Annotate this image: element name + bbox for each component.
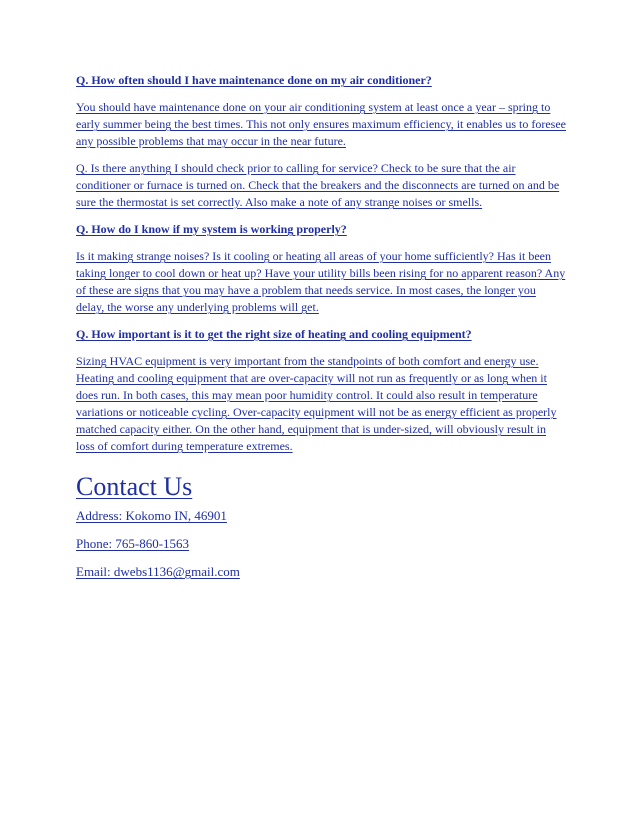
faq-answer-link[interactable]: Sizing HVAC equipment is very important from the standpoints of both comfort and energy use. Heating and cooling equipment that are over-capacity will not run as frequently or as long when it does run. In both cases, this may mean poor humidity control. It could also result in temperature variations or noticeable cycling. Over-capacity equipment will not be as energy efficient as properly matched capacity either. On the other hand, equipment that is under-sized, will obviously result in loss of comfort during temperature extremes. (76, 354, 557, 453)
faq-item-system-working (76, 221, 566, 316)
document-page (76, 72, 566, 581)
faq-answer-link[interactable]: Is it making strange noises? Is it cooling or heating all areas of your home sufficiently? Has it been taking longer to cool down or heat up? Have your utility bills been rising for no apparent reason? Any of these are signs that you may have a problem that needs service. In most cases, the longer you delay, the worse any underlying problems will get. (76, 249, 566, 314)
faq-item-check-before-service (76, 160, 566, 211)
contact-email-link[interactable]: Email: dwebs1136@gmail.com (76, 564, 240, 579)
faq-answer-link[interactable]: You should have maintenance done on your air conditioning system at least once a year – spring to early summer being the best times. This not only ensures maximum efficiency, it enables us to foresee any possible problems that may occur in the near future. (76, 100, 566, 148)
faq-question-link[interactable]: Q. How often should I have maintenance done on my air conditioner? (76, 73, 432, 87)
faq-question-link[interactable]: Q. How do I know if my system is working properly? (76, 222, 347, 236)
faq-item-maintenance (76, 72, 566, 150)
faq-item-equipment-size (76, 326, 566, 455)
faq-question-link[interactable]: Q. Is there anything I should check prior to calling for service? Check to be sure that the air conditioner or furnace is turned on. Check that the breakers and the disconnects are turned on and be sure the thermostat is set correctly. Also make a note of any strange noises or smells. (76, 161, 560, 209)
contact-heading-link[interactable]: Contact Us (76, 472, 193, 501)
contact-address-link[interactable]: Address: Kokomo IN, 46901 (76, 508, 227, 523)
contact-phone-link[interactable]: Phone: 765-860-1563 (76, 536, 190, 551)
contact-details (76, 507, 566, 581)
faq-question-link[interactable]: Q. How important is it to get the right size of heating and cooling equipment? (76, 327, 472, 341)
